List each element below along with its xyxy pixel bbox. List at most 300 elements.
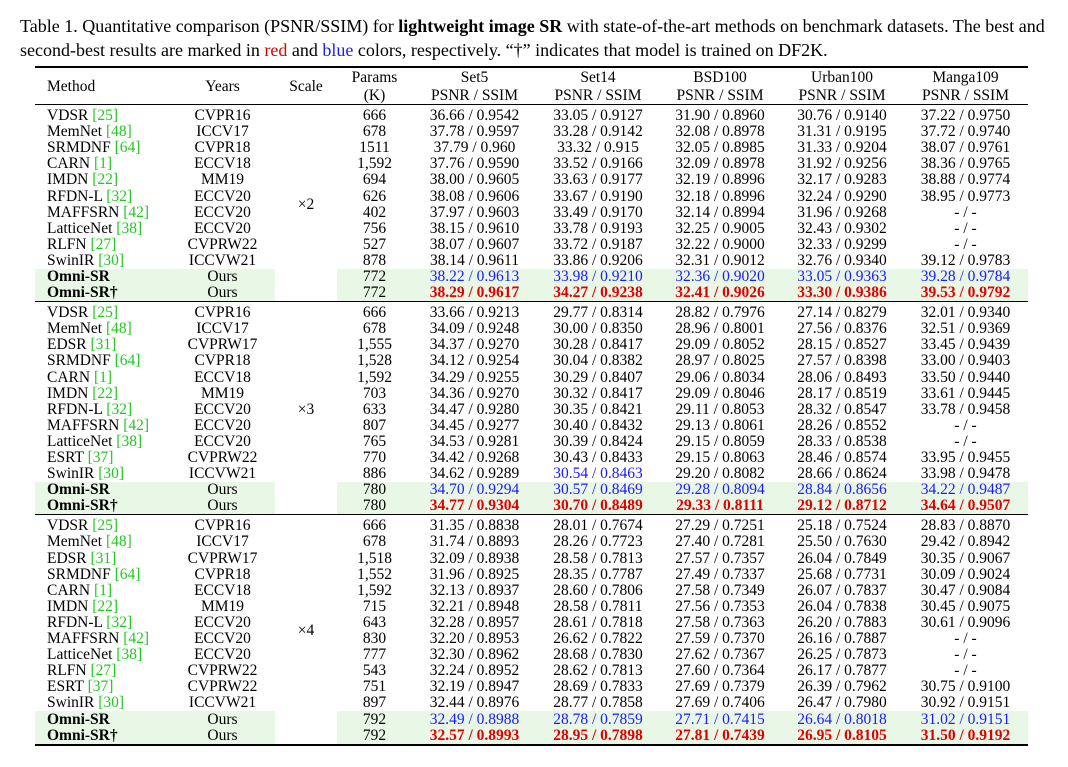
metric-cell: 38.14 / 0.9611	[430, 251, 519, 269]
year-cell: CVPRW17	[187, 549, 258, 567]
table-row	[35, 631, 1028, 647]
metric-cell: - / -	[954, 630, 977, 648]
params-cell: 897	[362, 694, 387, 712]
table-row	[35, 534, 1028, 550]
metric-cell: 29.20 / 0.8082	[675, 465, 765, 483]
method-cell	[35, 663, 170, 679]
metric-cell: 29.11 / 0.8053	[675, 400, 765, 418]
metric-cell: 30.40 / 0.8432	[553, 416, 643, 434]
table-row	[35, 482, 1028, 498]
metric-cell: 30.29 / 0.8407	[553, 368, 643, 386]
metric-cell: 32.01 / 0.9340	[920, 304, 1011, 322]
method-name: MAFFSRN	[47, 203, 120, 221]
header-params: Params	[351, 69, 398, 86]
caption-part2: with state-of-the-art methods on benchmark datasets. The best and second-best results are marked in	[20, 16, 1045, 60]
metric-cell: 26.95 / 0.8105	[781, 728, 903, 745]
table-row	[35, 728, 1028, 745]
params-cell: 772	[337, 269, 412, 285]
table-row	[35, 647, 1028, 663]
year-cell: ECCV20	[194, 219, 251, 237]
metric-cell: 33.61 / 0.9445	[920, 384, 1011, 402]
metric-cell: 29.13 / 0.8061	[675, 416, 765, 434]
citation-link[interactable]: [31]	[90, 336, 117, 354]
method-cell	[35, 631, 170, 647]
method-cell	[35, 156, 170, 172]
metric-cell: 26.07 / 0.7837	[797, 581, 887, 599]
year-cell: ECCV18	[194, 581, 251, 599]
params-cell: 878	[362, 251, 387, 269]
method-name: MAFFSRN	[47, 630, 120, 648]
metric-cell: 34.77 / 0.9304	[412, 498, 537, 515]
metric-cell: 30.61 / 0.9096	[920, 613, 1011, 631]
metric-cell: 27.81 / 0.7439	[659, 728, 781, 745]
metric-cell: 30.76 / 0.9140	[797, 107, 887, 125]
metric-cell: 34.42 / 0.9268	[429, 449, 520, 467]
table-row	[35, 205, 1028, 221]
scale-cell: ×3	[297, 400, 315, 418]
scale-group	[35, 302, 1028, 515]
method-name: Omni-SR	[47, 267, 110, 285]
method-name: IMDN	[47, 597, 89, 615]
year-cell: CVPR18	[194, 565, 251, 583]
params-cell: 772	[337, 285, 412, 302]
metric-cell: 32.24 / 0.8952	[429, 662, 520, 680]
metric-cell: 28.66 / 0.8624	[797, 465, 887, 483]
year-cell: MM19	[200, 171, 245, 189]
metric-cell: 30.47 / 0.9084	[920, 581, 1011, 599]
citation-link[interactable]: [25]	[92, 304, 119, 322]
metric-cell: 33.67 / 0.9190	[553, 187, 643, 205]
citation-link[interactable]: [30]	[98, 251, 125, 269]
method-cell	[35, 482, 170, 498]
method-name: LatticeNet	[47, 219, 113, 237]
method-name: MemNet	[47, 533, 103, 551]
method-name: SRMDNF	[47, 352, 111, 370]
year-cell: ECCV20	[194, 432, 251, 450]
metric-cell: 31.90 / 0.8960	[675, 107, 765, 125]
metric-cell: 32.43 / 0.9302	[797, 219, 887, 237]
method-name: Omni-SR	[47, 710, 110, 728]
method-cell	[35, 302, 170, 322]
metric-cell: 36.66 / 0.9542	[429, 107, 520, 125]
year-cell: CVPR16	[194, 304, 251, 322]
citation-link[interactable]: [48]	[105, 320, 132, 338]
method-name: EDSR	[47, 549, 87, 567]
metric-cell: 28.83 / 0.8870	[920, 517, 1011, 535]
metric-cell: - / -	[954, 235, 977, 253]
metric-cell: 33.66 / 0.9213	[429, 304, 520, 322]
method-cell	[35, 695, 170, 711]
params-cell: 1,592	[357, 155, 392, 173]
params-cell: 678	[362, 123, 387, 141]
metric-cell: 27.57 / 0.8398	[797, 352, 887, 370]
params-cell: 666	[362, 517, 387, 535]
metric-cell: 32.18 / 0.8996	[675, 187, 765, 205]
params-cell: 543	[362, 662, 387, 680]
table-row	[35, 663, 1028, 679]
metric-cell: 32.13 / 0.8937	[429, 581, 520, 599]
metric-cell: 29.42 / 0.8942	[920, 533, 1011, 551]
metric-cell: - / -	[954, 432, 977, 450]
year-cell: Ours	[170, 728, 275, 745]
metric-cell: 31.74 / 0.8893	[429, 533, 520, 551]
metric-cell: 32.09 / 0.8938	[429, 549, 520, 567]
metric-cell: 37.78 / 0.9597	[429, 123, 520, 141]
metric-cell: 28.60 / 0.7806	[553, 581, 643, 599]
params-cell: 715	[362, 597, 387, 615]
table-row	[35, 402, 1028, 418]
citation-link[interactable]: [37]	[87, 449, 114, 467]
metric-cell: 27.59 / 0.7370	[675, 630, 765, 648]
metric-cell: 28.17 / 0.8519	[797, 384, 887, 402]
year-cell: ICCVW21	[188, 694, 257, 712]
citation-link[interactable]: [48]	[105, 123, 132, 141]
metric-cell: 27.71 / 0.7415	[659, 711, 781, 727]
metric-cell: 38.07 / 0.9607	[429, 235, 520, 253]
citation-link[interactable]: [22]	[92, 597, 119, 615]
params-cell: 1,518	[357, 549, 392, 567]
metric-cell: 26.20 / 0.7883	[797, 613, 887, 631]
table-caption	[20, 14, 1050, 62]
metric-cell: 33.28 / 0.9142	[553, 123, 643, 141]
metric-cell: 34.64 / 0.9507	[903, 498, 1028, 515]
params-cell: 1511	[359, 139, 390, 157]
metric-cell: 34.45 / 0.9277	[429, 416, 520, 434]
citation-link[interactable]: [32]	[106, 400, 133, 418]
metric-cell: 37.97 / 0.9603	[429, 203, 520, 221]
citation-link[interactable]: [32]	[106, 613, 133, 631]
method-cell	[35, 386, 170, 402]
metric-cell: 29.28 / 0.8094	[659, 482, 781, 498]
citation-link[interactable]: [38]	[116, 646, 143, 664]
metric-cell: 26.47 / 0.7980	[797, 694, 887, 712]
metric-cell: 30.54 / 0.8463	[553, 465, 643, 483]
metric-cell: 32.21 / 0.8948	[429, 597, 520, 615]
table-row	[35, 711, 1028, 727]
metric-cell: 32.51 / 0.9369	[920, 320, 1011, 338]
params-cell: 1,592	[357, 368, 392, 386]
metric-cell: 27.14 / 0.8279	[797, 304, 887, 322]
metric-cell: 38.15 / 0.9610	[429, 219, 520, 237]
metric-cell: 25.50 / 0.7630	[797, 533, 887, 551]
metric-cell: 28.62 / 0.7813	[553, 662, 643, 680]
params-cell: 666	[362, 304, 387, 322]
citation-link[interactable]: [22]	[92, 171, 119, 189]
params-cell: 527	[362, 235, 387, 253]
table-header	[35, 67, 1028, 105]
table-row	[35, 434, 1028, 450]
header-dataset: Set14	[580, 69, 616, 86]
method-name: RFDN-L	[47, 187, 103, 205]
citation-link[interactable]: [38]	[116, 432, 143, 450]
method-cell	[35, 370, 170, 386]
metric-cell: 32.09 / 0.8978	[675, 155, 765, 173]
params-cell: 678	[362, 320, 387, 338]
method-cell	[35, 221, 170, 237]
citation-link[interactable]: [31]	[90, 549, 117, 567]
header-metric: PSNR / SSIM	[430, 87, 518, 104]
metric-cell: 38.22 / 0.9613	[412, 269, 537, 285]
metric-cell: 30.75 / 0.9100	[920, 678, 1011, 696]
metric-cell: 30.92 / 0.9151	[920, 694, 1011, 712]
metric-cell: - / -	[954, 662, 977, 680]
metric-cell: 37.72 / 0.9740	[920, 123, 1011, 141]
metric-cell: 34.09 / 0.9248	[429, 320, 520, 338]
citation-link[interactable]: [64]	[114, 565, 141, 583]
metric-cell: 31.96 / 0.9268	[797, 203, 887, 221]
year-cell: CVPR16	[194, 107, 251, 125]
table-row	[35, 418, 1028, 434]
params-cell: 751	[362, 678, 387, 696]
method-name: EDSR	[47, 336, 87, 354]
citation-link[interactable]: [1]	[93, 368, 113, 386]
citation-link[interactable]: [27]	[90, 235, 117, 253]
year-cell: ECCV20	[194, 203, 251, 221]
metric-cell: 37.79 / 0.960	[433, 139, 516, 157]
metric-cell: 30.04 / 0.8382	[553, 352, 643, 370]
metric-cell: 28.95 / 0.7898	[537, 728, 659, 745]
metric-cell: 30.00 / 0.8350	[553, 320, 643, 338]
metric-cell: 32.44 / 0.8976	[429, 694, 520, 712]
metric-cell: 34.36 / 0.9270	[429, 384, 520, 402]
method-cell	[35, 551, 170, 567]
table-row	[35, 124, 1028, 140]
metric-cell: 34.47 / 0.9280	[429, 400, 520, 418]
metric-cell: 31.02 / 0.9151	[903, 711, 1028, 727]
metric-cell: 26.17 / 0.7877	[797, 662, 887, 680]
method-name: IMDN	[47, 171, 89, 189]
metric-cell: - / -	[954, 646, 977, 664]
method-name: MemNet	[47, 123, 103, 141]
metric-cell: 27.56 / 0.8376	[797, 320, 887, 338]
metric-cell: 30.39 / 0.8424	[553, 432, 643, 450]
metric-cell: 26.64 / 0.8018	[781, 711, 903, 727]
params-cell: 1,552	[357, 565, 392, 583]
metric-cell: 30.43 / 0.8433	[553, 449, 643, 467]
year-cell: ICCVW21	[188, 465, 257, 483]
metric-cell: 33.49 / 0.9170	[553, 203, 643, 221]
method-cell	[35, 321, 170, 337]
method-name: ESRT	[47, 678, 84, 696]
params-cell: 777	[362, 646, 387, 664]
method-cell	[35, 498, 170, 515]
metric-cell: 29.09 / 0.8046	[675, 384, 765, 402]
year-cell: CVPR18	[194, 352, 251, 370]
citation-link[interactable]: [1]	[93, 155, 113, 173]
year-cell: ECCV20	[194, 646, 251, 664]
params-cell: 402	[362, 203, 387, 221]
year-cell: CVPRW22	[187, 662, 258, 680]
metric-cell: 25.18 / 0.7524	[797, 517, 887, 535]
citation-link[interactable]: [25]	[92, 107, 119, 125]
metric-cell: 32.19 / 0.8947	[429, 678, 520, 696]
params-cell: 780	[337, 498, 412, 515]
table-row	[35, 498, 1028, 515]
method-cell	[35, 728, 170, 745]
method-cell	[35, 418, 170, 434]
table-row	[35, 370, 1028, 386]
citation-link[interactable]: [64]	[114, 352, 141, 370]
citation-link[interactable]: [22]	[92, 384, 119, 402]
metric-cell: 28.32 / 0.8547	[797, 400, 887, 418]
metric-cell: 29.15 / 0.8063	[675, 449, 765, 467]
metric-cell: 29.77 / 0.8314	[553, 304, 643, 322]
metric-cell: 32.49 / 0.8988	[412, 711, 537, 727]
method-cell	[35, 466, 170, 482]
citation-link[interactable]: [64]	[114, 139, 141, 157]
metric-cell: 27.62 / 0.7367	[675, 646, 765, 664]
metric-cell: 28.26 / 0.7723	[553, 533, 643, 551]
metric-cell: 38.07 / 0.9761	[920, 139, 1011, 157]
metric-cell: 33.78 / 0.9458	[920, 400, 1011, 418]
metric-cell: 37.76 / 0.9590	[429, 155, 520, 173]
citation-link[interactable]: [38]	[116, 219, 143, 237]
metric-cell: 26.04 / 0.7849	[797, 549, 887, 567]
citation-link[interactable]: [42]	[123, 416, 150, 434]
table-row	[35, 253, 1028, 269]
metric-cell: 34.29 / 0.9255	[429, 368, 520, 386]
method-cell	[35, 337, 170, 353]
citation-link[interactable]: [42]	[123, 203, 150, 221]
table-row	[35, 466, 1028, 482]
table-row	[35, 551, 1028, 567]
params-cell: 780	[337, 482, 412, 498]
year-cell: CVPRW22	[187, 449, 258, 467]
table-row	[35, 599, 1028, 615]
metric-cell: 30.32 / 0.8417	[553, 384, 643, 402]
metric-cell: 28.06 / 0.8493	[797, 368, 887, 386]
metric-cell: 32.14 / 0.8994	[675, 203, 765, 221]
method-name: LatticeNet	[47, 646, 113, 664]
year-cell: Ours	[170, 285, 275, 302]
method-name: VDSR	[47, 107, 89, 125]
metric-cell: 32.36 / 0.9020	[659, 269, 781, 285]
metric-cell: 32.20 / 0.8953	[429, 630, 520, 648]
metric-cell: 30.35 / 0.8421	[553, 400, 643, 418]
metric-cell: 29.12 / 0.8712	[781, 498, 903, 515]
year-cell: ICCV17	[196, 320, 249, 338]
metric-cell: 38.29 / 0.9617	[412, 285, 537, 302]
metric-cell: 30.09 / 0.9024	[920, 565, 1011, 583]
method-cell	[35, 205, 170, 221]
metric-cell: 32.19 / 0.8996	[675, 171, 765, 189]
metric-cell: 31.31 / 0.9195	[797, 123, 887, 141]
params-cell: 770	[362, 449, 387, 467]
method-cell	[35, 172, 170, 188]
citation-link[interactable]: [25]	[92, 517, 119, 535]
metric-cell: 27.49 / 0.7337	[675, 565, 765, 583]
table-row	[35, 337, 1028, 353]
header-dataset: Set5	[460, 69, 489, 86]
metric-cell: 32.24 / 0.9290	[797, 187, 887, 205]
metric-cell: 28.61 / 0.7818	[553, 613, 643, 631]
metric-cell: 32.17 / 0.9283	[797, 171, 887, 189]
method-name: SRMDNF	[47, 565, 111, 583]
metric-cell: 33.98 / 0.9210	[537, 269, 659, 285]
metric-cell: 28.01 / 0.7674	[553, 517, 643, 535]
citation-link[interactable]: [30]	[98, 465, 125, 483]
metric-cell: 32.08 / 0.8978	[675, 123, 765, 141]
method-name: CARN	[47, 368, 91, 386]
year-cell: ECCV20	[194, 187, 251, 205]
metric-cell: 27.56 / 0.7353	[675, 597, 765, 615]
method-cell	[35, 285, 170, 302]
params-cell: 1,555	[357, 336, 392, 354]
params-cell: 792	[337, 711, 412, 727]
citation-link[interactable]: [30]	[98, 694, 125, 712]
year-cell: MM19	[200, 597, 245, 615]
metric-cell: 38.36 / 0.9765	[920, 155, 1011, 173]
metric-cell: 32.05 / 0.8985	[675, 139, 765, 157]
params-cell: 1,528	[357, 352, 392, 370]
year-cell: ECCV18	[194, 368, 251, 386]
metric-cell: 28.58 / 0.7811	[553, 597, 643, 615]
citation-link[interactable]: [48]	[105, 533, 132, 551]
table-row	[35, 567, 1028, 583]
table-row	[35, 695, 1028, 711]
metric-cell: 33.05 / 0.9363	[781, 269, 903, 285]
metric-cell: 28.96 / 0.8001	[675, 320, 765, 338]
metric-cell: 38.88 / 0.9774	[920, 171, 1011, 189]
citation-link[interactable]: [1]	[93, 581, 113, 599]
method-cell	[35, 515, 170, 535]
method-name: VDSR	[47, 304, 89, 322]
metric-cell: 32.30 / 0.8962	[429, 646, 520, 664]
method-name: RLFN	[47, 235, 87, 253]
method-name: Omni-SR†	[47, 284, 118, 302]
method-cell	[35, 402, 170, 418]
metric-cell: 31.33 / 0.9204	[797, 139, 887, 157]
params-cell: 703	[362, 384, 387, 402]
metric-cell: 37.22 / 0.9750	[920, 107, 1011, 125]
citation-link[interactable]: [27]	[90, 662, 117, 680]
method-cell	[35, 188, 170, 204]
metric-cell: 28.35 / 0.7787	[553, 565, 643, 583]
method-name: RFDN-L	[47, 613, 103, 631]
metric-cell: 39.53 / 0.9792	[903, 285, 1028, 302]
method-name: Omni-SR†	[47, 497, 118, 515]
metric-cell: 27.69 / 0.7406	[675, 694, 765, 712]
scale-cell: ×2	[297, 195, 315, 213]
metric-cell: 33.63 / 0.9177	[553, 171, 643, 189]
scale-group	[35, 105, 1028, 302]
year-cell: ECCV20	[194, 613, 251, 631]
method-name: Omni-SR	[47, 481, 110, 499]
metric-cell: 26.39 / 0.7962	[797, 678, 887, 696]
table-row	[35, 285, 1028, 302]
metric-cell: 32.41 / 0.9026	[659, 285, 781, 302]
table-row	[35, 269, 1028, 285]
citation-link[interactable]: [32]	[106, 187, 133, 205]
citation-link[interactable]: [37]	[87, 678, 114, 696]
year-cell: CVPRW22	[187, 678, 258, 696]
metric-cell: 28.82 / 0.7976	[675, 304, 765, 322]
metric-cell: 27.29 / 0.7251	[675, 517, 765, 535]
table-row	[35, 515, 1028, 535]
table-row	[35, 615, 1028, 631]
metric-cell: 29.09 / 0.8052	[675, 336, 765, 354]
method-cell	[35, 253, 170, 269]
method-cell	[35, 534, 170, 550]
metric-cell: 33.78 / 0.9193	[553, 219, 643, 237]
scale-group	[35, 515, 1028, 745]
metric-cell: 32.76 / 0.9340	[797, 251, 887, 269]
metric-cell: 34.12 / 0.9254	[429, 352, 520, 370]
header-scale: Scale	[289, 78, 323, 95]
metric-cell: 28.33 / 0.8538	[797, 432, 887, 450]
metric-cell: 39.28 / 0.9784	[903, 269, 1028, 285]
citation-link[interactable]: [42]	[123, 630, 150, 648]
